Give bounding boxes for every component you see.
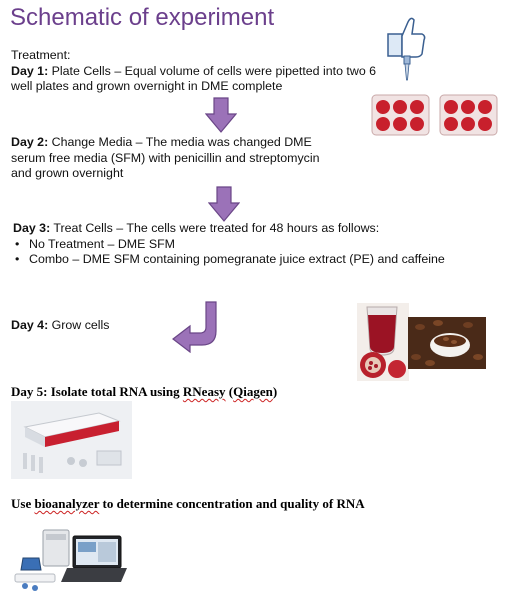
bioanalyzer-laptop-image: [9, 524, 129, 596]
day3-text: Treat Cells – The cells were treated for 48 hours as follows:: [50, 221, 380, 235]
bioanalyzer-prefix: Use: [11, 496, 35, 511]
well-plate-icon-2: [439, 93, 499, 137]
treatment-label: Treatment:: [11, 48, 71, 62]
day2-label: Day 2:: [11, 135, 49, 149]
day3-bullet: • No Treatment – DME SFM: [13, 237, 453, 253]
day2-text: Change Media – The media was changed DME serum free media (SFM) with penicillin and streptomycin and grown overnight: [11, 135, 320, 180]
day3-bullet: • Combo – DME SFM containing pomegranate juice extract (PE) and caffeine: [13, 252, 453, 268]
day1-block: [11, 48, 386, 95]
curved-arrow-icon: [172, 301, 222, 353]
day5-brand: Qiagen: [233, 384, 273, 399]
day4-block: [11, 318, 109, 334]
day3-block: [13, 221, 453, 268]
bioanalyzer-suffix: to determine concentration and quality of RNA: [99, 496, 365, 511]
down-arrow-2-icon: [208, 186, 240, 222]
day3-label: Day 3:: [13, 221, 51, 235]
page-title: Schematic of experiment: [10, 4, 275, 31]
well-plate-icon: [371, 93, 431, 137]
coffee-beans-image: [408, 317, 486, 369]
bioanalyzer-word: bioanalyzer: [34, 496, 100, 511]
day5-suffix: ): [272, 384, 278, 399]
day1-text: Plate Cells – Equal volume of cells were pipetted into two 6 well plates and grown overnight in DME complete: [11, 63, 377, 93]
day5-line: [11, 384, 277, 400]
pomegranate-juice-image: [357, 303, 409, 381]
bioanalyzer-line: [11, 496, 365, 512]
day5-prefix: Day 5: Isolate total RNA using: [11, 384, 183, 399]
day4-text: Grow cells: [48, 318, 110, 332]
day2-block: [11, 135, 341, 182]
rneasy-kit-image: [11, 401, 132, 479]
day4-label: Day 4:: [11, 318, 49, 332]
day5-kit: RNeasy: [182, 384, 226, 399]
day5-mid: (: [225, 384, 234, 399]
day1-label: Day 1:: [11, 63, 49, 78]
down-arrow-1-icon: [205, 97, 237, 133]
